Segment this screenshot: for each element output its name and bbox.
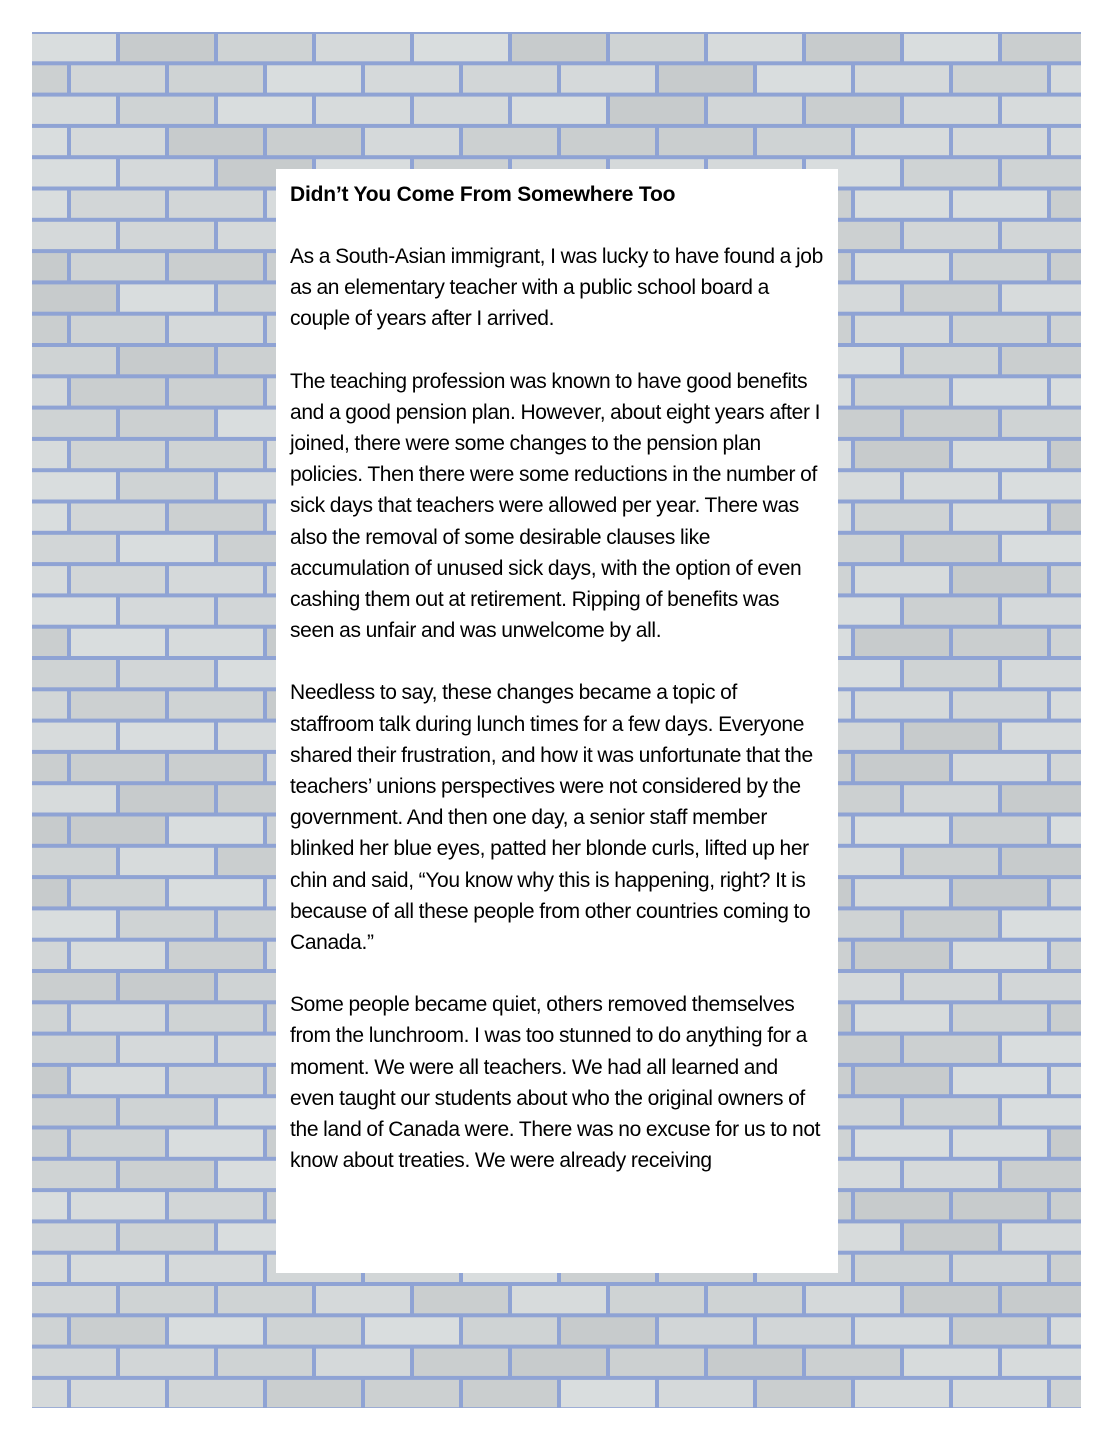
brick [953, 1130, 1047, 1157]
brick [32, 723, 116, 750]
brick [169, 1317, 263, 1344]
brick [904, 1223, 998, 1250]
brick [120, 1349, 214, 1376]
brick [414, 1349, 508, 1376]
brick [659, 1317, 753, 1344]
brick [708, 1349, 802, 1376]
brick [953, 65, 1047, 92]
brick [1002, 597, 1081, 624]
brick [904, 159, 998, 186]
brick [855, 128, 949, 155]
brick [904, 535, 998, 562]
brick [71, 1192, 165, 1219]
brick [855, 691, 949, 718]
brick [169, 942, 263, 969]
brick [32, 410, 116, 437]
brick [1002, 97, 1081, 124]
brick [120, 1036, 214, 1063]
brick [610, 1349, 704, 1376]
brick [120, 848, 214, 875]
brick [1002, 472, 1081, 499]
brick [904, 973, 998, 1000]
brick [169, 191, 263, 218]
brick [904, 1036, 998, 1063]
brick [904, 848, 998, 875]
brick [1051, 378, 1081, 405]
brick [1051, 1255, 1081, 1282]
brick [1051, 691, 1081, 718]
brick [120, 472, 214, 499]
brick [32, 848, 116, 875]
brick [1051, 942, 1081, 969]
brick [855, 1004, 949, 1031]
brick [1002, 1286, 1081, 1313]
brick [120, 660, 214, 687]
brick [855, 629, 949, 656]
brick [32, 817, 67, 844]
brick [120, 910, 214, 937]
brick [169, 566, 263, 593]
brick [953, 378, 1047, 405]
brick [904, 284, 998, 311]
brick [32, 973, 116, 1000]
brick [1002, 1036, 1081, 1063]
brick [169, 441, 263, 468]
brick [32, 629, 67, 656]
brick [120, 1286, 214, 1313]
brick [267, 128, 361, 155]
brick [1002, 284, 1081, 311]
brick [32, 504, 67, 531]
brick [316, 34, 410, 61]
brick [904, 1098, 998, 1125]
paragraph: Some people became quiet, others removed themselves from the lunchroom. I was too stunned to do anything for a moment. We were all teachers. We had all learned and even taught our students about who the original owners of the land of Canada were. There was no excuse for us to not know about treaties. We were already receiving [290, 993, 821, 1173]
brick [855, 1192, 949, 1219]
brick [953, 691, 1047, 718]
brick [32, 785, 116, 812]
brick [71, 504, 165, 531]
brick [316, 1349, 410, 1376]
brick [32, 34, 116, 61]
brick [1002, 1223, 1081, 1250]
brick [71, 378, 165, 405]
brick [32, 566, 67, 593]
brick [32, 128, 67, 155]
brick [32, 942, 67, 969]
brick [806, 1286, 900, 1313]
brick [953, 1004, 1047, 1031]
brick [561, 1317, 655, 1344]
brick [757, 65, 851, 92]
brick [32, 754, 67, 781]
brick [169, 1380, 263, 1407]
brick [855, 942, 949, 969]
brick [32, 1004, 67, 1031]
paragraph: Needless to say, these changes became a topic of staffroom talk during lunch times for a few days. Everyone shared their frustration, and how it was unfortunate that the teachers’ unions perspectives were not considered by the government. And then one day, a senior staff member blinked her blue eyes, patted her blonde curls, lifted up her chin and said, “You know why this is happening, right? It is because of all these people from other countries coming to Canada.” [290, 681, 813, 955]
brick [32, 97, 116, 124]
brick [953, 504, 1047, 531]
brick [120, 159, 214, 186]
brick [855, 754, 949, 781]
brick [71, 253, 165, 280]
brick [855, 879, 949, 906]
brick [365, 128, 459, 155]
brick [169, 253, 263, 280]
brick [32, 1223, 116, 1250]
brick [32, 1286, 116, 1313]
brick [708, 1286, 802, 1313]
brick [32, 910, 116, 937]
brick [120, 284, 214, 311]
brick [855, 1067, 949, 1094]
brick [561, 65, 655, 92]
brick [1002, 1161, 1081, 1188]
brick [169, 817, 263, 844]
brick [169, 1192, 263, 1219]
brick [757, 128, 851, 155]
brick [708, 34, 802, 61]
brick [904, 1161, 998, 1188]
brick [32, 1036, 116, 1063]
brick [855, 441, 949, 468]
brick [855, 378, 949, 405]
brick [1051, 253, 1081, 280]
brick [757, 1380, 851, 1407]
brick [610, 97, 704, 124]
brick [365, 1380, 459, 1407]
brick [904, 910, 998, 937]
brick [267, 1317, 361, 1344]
brick [32, 472, 116, 499]
brick [32, 159, 116, 186]
brick [855, 65, 949, 92]
brick [463, 128, 557, 155]
brick [169, 754, 263, 781]
brick [1051, 1130, 1081, 1157]
brick [71, 629, 165, 656]
brick [32, 1255, 67, 1282]
brick [953, 1380, 1047, 1407]
brick [120, 410, 214, 437]
brick [904, 597, 998, 624]
brick [708, 97, 802, 124]
brick [169, 1004, 263, 1031]
brick [32, 691, 67, 718]
brick [120, 723, 214, 750]
brick [120, 535, 214, 562]
brick [414, 1286, 508, 1313]
brick [169, 504, 263, 531]
brick [169, 378, 263, 405]
brick [855, 1317, 949, 1344]
brick [953, 1317, 1047, 1344]
brick [218, 97, 312, 124]
brick [1002, 1098, 1081, 1125]
brick [71, 65, 165, 92]
brick [757, 1317, 851, 1344]
brick [1051, 316, 1081, 343]
brick [953, 316, 1047, 343]
brick [610, 1286, 704, 1313]
brick [71, 879, 165, 906]
brick [71, 191, 165, 218]
brick [32, 1192, 67, 1219]
brick [1051, 1192, 1081, 1219]
brick [32, 1380, 67, 1407]
brick [32, 597, 116, 624]
brick [806, 34, 900, 61]
brick [32, 347, 116, 374]
brick [855, 566, 949, 593]
brick [71, 1255, 165, 1282]
brick [1051, 65, 1081, 92]
brick [953, 879, 1047, 906]
brick [71, 754, 165, 781]
brick [414, 34, 508, 61]
brick [71, 128, 165, 155]
brick [169, 629, 263, 656]
brick [71, 316, 165, 343]
brick [1051, 128, 1081, 155]
brick [71, 441, 165, 468]
brick [218, 1286, 312, 1313]
brick [169, 691, 263, 718]
brick [463, 65, 557, 92]
brick [120, 1098, 214, 1125]
paragraph: As a South-Asian immigrant, I was lucky to have found a job as an elementary teacher with a public school board a couple of years after I arrived. [290, 245, 823, 331]
brick [855, 504, 949, 531]
brick [32, 1130, 67, 1157]
brick [1002, 347, 1081, 374]
brick [218, 1349, 312, 1376]
brick [904, 1286, 998, 1313]
brick [953, 817, 1047, 844]
brick [1051, 566, 1081, 593]
brick [953, 1067, 1047, 1094]
brick [855, 1380, 949, 1407]
brick [1002, 159, 1081, 186]
brick [953, 1255, 1047, 1282]
brick [1051, 879, 1081, 906]
brick [32, 378, 67, 405]
brick [32, 1349, 116, 1376]
brick [1002, 1349, 1081, 1376]
brick [855, 1130, 949, 1157]
brick [904, 347, 998, 374]
brick [32, 660, 116, 687]
brick [1051, 1317, 1081, 1344]
brick [120, 1161, 214, 1188]
brick [904, 34, 998, 61]
brick [32, 1317, 67, 1344]
brick [904, 97, 998, 124]
brick [32, 1161, 116, 1188]
brick [120, 785, 214, 812]
brick [855, 191, 949, 218]
brick [218, 34, 312, 61]
brick [120, 222, 214, 249]
brick [120, 973, 214, 1000]
brick [71, 691, 165, 718]
brick [953, 191, 1047, 218]
brick [855, 316, 949, 343]
brick [904, 785, 998, 812]
brick [512, 34, 606, 61]
brick [32, 1067, 67, 1094]
brick [32, 253, 67, 280]
brick [267, 1380, 361, 1407]
brick [953, 566, 1047, 593]
brick [1002, 535, 1081, 562]
brick [904, 222, 998, 249]
brick [855, 817, 949, 844]
brick [953, 441, 1047, 468]
brick [512, 1349, 606, 1376]
brick [1002, 660, 1081, 687]
brick [71, 942, 165, 969]
brick [953, 754, 1047, 781]
brick [316, 1286, 410, 1313]
brick [169, 316, 263, 343]
brick [463, 1380, 557, 1407]
brick [904, 472, 998, 499]
brick [169, 1130, 263, 1157]
brick [169, 128, 263, 155]
paragraph: The teaching profession was known to have good benefits and a good pension plan. However, about eight years after I joined, there were some changes to the pension plan policies. Then there were some reductions in the number of sick days that teachers were allowed per year. There was also the removal of some desirable clauses like accumulation of unused sick days, with the option of even cashing them out at retirement. Ripping of benefits was seen as unfair and was unwelcome by all. [290, 369, 821, 643]
brick [169, 1255, 263, 1282]
brick [32, 191, 67, 218]
brick [1002, 785, 1081, 812]
brick [1002, 973, 1081, 1000]
brick [414, 97, 508, 124]
brick [953, 1192, 1047, 1219]
brick [1051, 1004, 1081, 1031]
brick [169, 1067, 263, 1094]
brick [169, 879, 263, 906]
document-title: Didn’t You Come From Somewhere Too [290, 183, 676, 206]
brick [561, 128, 655, 155]
brick [904, 1349, 998, 1376]
brick [32, 65, 67, 92]
brick [561, 1380, 655, 1407]
brick [1051, 441, 1081, 468]
brick [71, 1380, 165, 1407]
brick [32, 1098, 116, 1125]
brick [169, 65, 263, 92]
brick [904, 723, 998, 750]
brick [120, 97, 214, 124]
brick [32, 316, 67, 343]
brick [120, 597, 214, 624]
brick [71, 1130, 165, 1157]
brick [365, 1317, 459, 1344]
brick [1051, 817, 1081, 844]
brick [953, 942, 1047, 969]
brick [463, 1317, 557, 1344]
text-panel [276, 169, 838, 1273]
brick [904, 660, 998, 687]
brick [659, 128, 753, 155]
brick [1051, 1380, 1081, 1407]
brick [71, 1067, 165, 1094]
brick [806, 1349, 900, 1376]
brick [1051, 629, 1081, 656]
brick [953, 253, 1047, 280]
brick [1002, 723, 1081, 750]
brick [512, 97, 606, 124]
brick [1051, 504, 1081, 531]
brick [1002, 848, 1081, 875]
brick [855, 253, 949, 280]
brick [32, 222, 116, 249]
brick [659, 1380, 753, 1407]
brick [1002, 410, 1081, 437]
brick [904, 410, 998, 437]
brick [120, 1223, 214, 1250]
brick [120, 347, 214, 374]
brick [32, 879, 67, 906]
brick [1051, 1067, 1081, 1094]
brick [953, 128, 1047, 155]
brick [1002, 222, 1081, 249]
brick [1051, 754, 1081, 781]
brick [855, 1255, 949, 1282]
brick [71, 566, 165, 593]
brick [316, 97, 410, 124]
brick [512, 1286, 606, 1313]
brick [32, 284, 116, 311]
brick [1051, 191, 1081, 218]
brick [71, 1317, 165, 1344]
brick [1002, 34, 1081, 61]
brick [365, 65, 459, 92]
brick [71, 1004, 165, 1031]
brick [806, 97, 900, 124]
brick [610, 34, 704, 61]
brick [32, 535, 116, 562]
brick [267, 65, 361, 92]
brick [120, 34, 214, 61]
brick [953, 629, 1047, 656]
brick [659, 65, 753, 92]
brick [71, 817, 165, 844]
brick [32, 441, 67, 468]
brick [1002, 910, 1081, 937]
